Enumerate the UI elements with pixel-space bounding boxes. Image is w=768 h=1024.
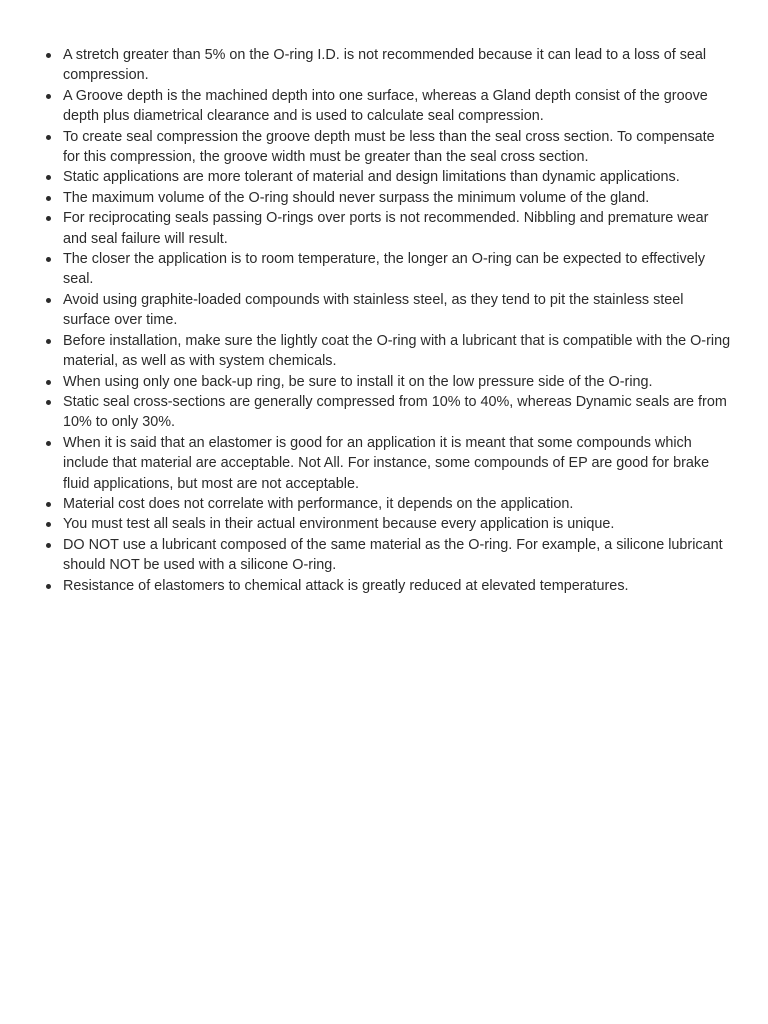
- list-item: [40, 372, 732, 392]
- bullet-icon: [46, 400, 51, 405]
- list-item-text: The maximum volume of the O-ring should never surpass the minimum volume of the gland.: [63, 189, 650, 206]
- list-item-text: You must test all seals in their actual environment because every application is unique.: [63, 516, 615, 533]
- list-item: [40, 514, 732, 534]
- list-item: [40, 392, 732, 433]
- bullet-icon: [46, 135, 51, 140]
- bullet-icon: [46, 53, 51, 58]
- list-item: [40, 167, 732, 187]
- list-item-text: Material cost does not correlate with performance, it depends on the application.: [63, 495, 574, 512]
- list-item-text: To create seal compression the groove depth must be less than the seal cross section. To compensate for this compression, the groove width must be greater than the seal cross section.: [63, 128, 715, 166]
- bullet-icon: [46, 196, 51, 201]
- list-item: [40, 576, 732, 596]
- list-item: [40, 331, 732, 372]
- bullet-icon: [46, 339, 51, 344]
- list-item: [40, 494, 732, 514]
- bullet-icon: [46, 298, 51, 303]
- bullet-icon: [46, 441, 51, 446]
- list-item-text: Static applications are more tolerant of material and design limitations than dynamic applications.: [63, 169, 680, 186]
- bullet-icon: [46, 502, 51, 507]
- list-item: [40, 45, 732, 86]
- list-item-text: Avoid using graphite-loaded compounds with stainless steel, as they tend to pit the stainless steel surface over time.: [63, 291, 684, 329]
- list-item-text: Before installation, make sure the lightly coat the O-ring with a lubricant that is compatible with the O-ring material, as well as with system chemicals.: [63, 332, 731, 370]
- list-item: [40, 433, 732, 494]
- list-item-text: Resistance of elastomers to chemical attack is greatly reduced at elevated temperatures.: [63, 577, 629, 594]
- list-item-text: A Groove depth is the machined depth into one surface, whereas a Gland depth consist of the groove depth plus diametrical clearance and is used to calculate seal compression.: [63, 87, 708, 125]
- list-item-text: When using only one back-up ring, be sure to install it on the low pressure side of the O-ring.: [63, 373, 653, 390]
- bullet-icon: [46, 216, 51, 221]
- list-item: [40, 127, 732, 168]
- bullet-icon: [46, 257, 51, 262]
- list-item-text: DO NOT use a lubricant composed of the same material as the O-ring. For example, a silicone lubricant should NOT be used with a silicone O-ring.: [63, 536, 723, 574]
- list-item: [40, 188, 732, 208]
- list-item: [40, 535, 732, 576]
- bullet-icon: [46, 543, 51, 548]
- list-item-text: For reciprocating seals passing O-rings over ports is not recommended. Nibbling and premature wear and seal failure will result.: [63, 210, 709, 247]
- list-item-text: When it is said that an elastomer is good for an application it is meant that some compounds which include that material are acceptable. Not All. For instance, some compounds of EP are good for brake fluid applications, but most are not acceptable.: [63, 434, 710, 492]
- list-item: [40, 290, 732, 331]
- list-item-text: A stretch greater than 5% on the O-ring I.D. is not recommended because it can lead to a loss of seal compression.: [63, 47, 707, 84]
- list-item: [40, 86, 732, 127]
- list-item: [40, 208, 732, 249]
- bullet-icon: [46, 94, 51, 99]
- o-ring-tips-list: [40, 45, 732, 596]
- list-item-text: Static seal cross-sections are generally compressed from 10% to 40%, whereas Dynamic seals are from 10% to only 30%.: [63, 393, 727, 431]
- bullet-icon: [46, 584, 51, 589]
- bullet-icon: [46, 175, 51, 180]
- list-item-text: The closer the application is to room temperature, the longer an O-ring can be expected to effectively seal.: [63, 251, 706, 288]
- bullet-icon: [46, 522, 51, 527]
- list-item: [40, 249, 732, 290]
- bullet-icon: [46, 380, 51, 385]
